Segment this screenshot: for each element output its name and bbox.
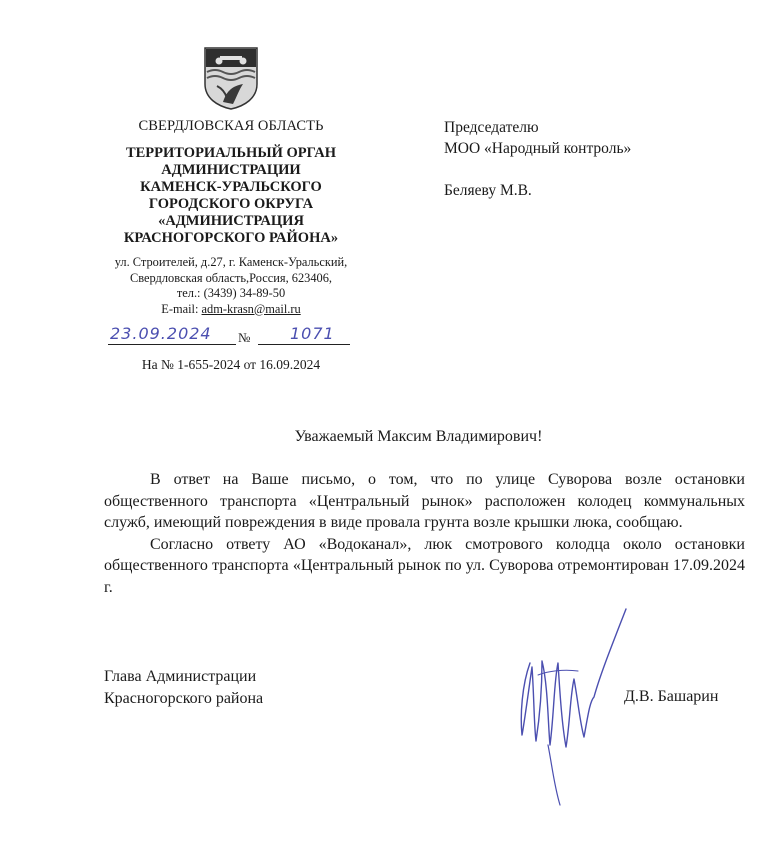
addressee-block: [444, 117, 631, 201]
body-paragraph: В ответ на Ваше письмо, о том, что по улице Суворова возле остановки общественного транспорта «Центральный рынок» расположен колодец коммунальных служб, имеющий повреждения в виде провала грунта возле крышки люка, сообщаю.: [104, 471, 745, 531]
addressee-line: МОО «Народный контроль»: [444, 140, 632, 157]
addressee-name: Беляеву М.В.: [444, 182, 532, 199]
signatory-title-line: Глава Администрации: [104, 668, 257, 685]
handwritten-signature: [508, 605, 638, 815]
signatory-title: [104, 666, 263, 709]
salutation: Уважаемый Максим Владимирович!: [294, 428, 543, 445]
sender-block: [100, 118, 362, 317]
number-sign: №: [238, 330, 251, 345]
org-line: «АДМИНИСТРАЦИЯ: [158, 213, 304, 229]
coat-of-arms-icon: [203, 46, 259, 110]
addressee-line: Председателю: [444, 119, 539, 136]
number-underline: [258, 344, 350, 345]
sender-region: СВЕРДЛОВСКАЯ ОБЛАСТЬ: [138, 118, 324, 134]
body-paragraph: Согласно ответу АО «Водоканал», люк смотрового колодца около остановки общественного транспорта «Центральный рынок по ул. Суворова отремонтирован 17.09.2024 г.: [104, 535, 745, 596]
address-line: ул. Строителей, д.27, г. Каменск-Уральский,: [114, 255, 348, 269]
registration-line: [108, 326, 350, 348]
org-line: КАМЕНСК-УРАЛЬСКОГО: [140, 179, 322, 195]
signatory-name: Д.В. Башарин: [624, 688, 719, 705]
sender-address: [100, 255, 362, 317]
org-line: ТЕРРИТОРИАЛЬНЫЙ ОРГАН: [125, 145, 337, 161]
reference-line: На № 1-655-2024 от 16.09.2024: [141, 357, 321, 372]
sender-organization: [100, 145, 362, 247]
date-underline: [108, 344, 236, 345]
org-line: ГОРОДСКОГО ОКРУГА: [148, 196, 314, 212]
org-line: КРАСНОГОРСКОГО РАЙОНА»: [123, 230, 339, 246]
address-line: Свердловская область,Россия, 623406,: [129, 270, 333, 285]
letter-body: [104, 469, 745, 598]
handwritten-date: 23.09.2024: [110, 324, 212, 343]
address-line: тел.: (3439) 34-89-50: [176, 286, 286, 300]
org-line: АДМИНИСТРАЦИИ: [161, 162, 301, 178]
email-link[interactable]: adm-krasn@mail.ru: [201, 301, 301, 316]
email-label: E-mail:: [161, 301, 202, 316]
handwritten-number: 1071: [290, 324, 335, 343]
email-line: [100, 302, 362, 318]
signatory-title-line: Красногорского района: [104, 689, 264, 707]
